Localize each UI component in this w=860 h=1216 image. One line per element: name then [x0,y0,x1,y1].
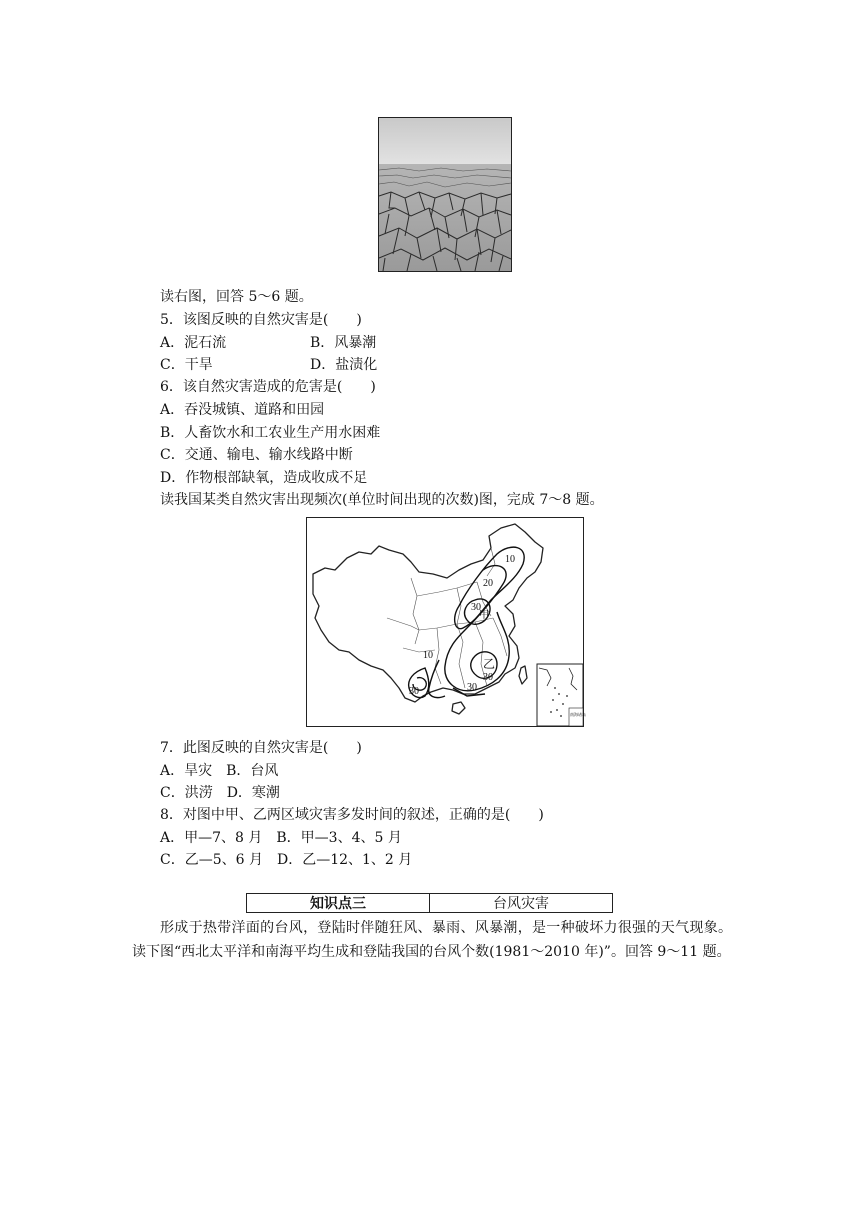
drought-photo [378,117,512,272]
inset-label: 南海诸岛 [570,712,586,717]
q5-stem: 5．该图反映的自然灾害是( ) [160,312,362,328]
q6-option-a: A．吞没城镇、道路和田园 [160,402,325,418]
q5-option-d: D．盐渍化 [310,357,378,373]
china-disaster-frequency-map [306,517,584,727]
q8-options-ab: A．甲—7、8 月 B．甲—3、4、5 月 [160,830,402,846]
q78-intro: 读我国某类自然灾害出现频次(单位时间出现的次数)图，完成 7～8 题。 [160,492,604,508]
q8-stem: 8．对图中甲、乙两区域灾害多发时间的叙述，正确的是( ) [160,807,544,823]
knowledge-point-header [246,893,613,913]
region-label-yi: 乙 [483,657,496,671]
contour-label-30-southwest: 30 [409,686,419,697]
q7-options-ab: A．旱灾 B．台风 [160,763,279,779]
contour-label-30-east: 30 [483,672,493,683]
knowledge-point-number: 知识点三 [247,894,430,912]
q8-options-cd: C．乙—5、6 月 D．乙—12、1、2 月 [160,852,413,868]
contour-label-30-south: 30 [467,682,477,693]
q5-option-c: C．干旱 [160,357,213,373]
q5-option-a: A．泥石流 [160,335,227,351]
q5-option-b: B．风暴潮 [310,335,377,351]
q7-options-cd: C．洪涝 D．寒潮 [160,785,280,801]
q56-intro: 读右图，回答 5～6 题。 [160,289,313,305]
region-label-jia: 甲 [479,610,489,621]
knowledge-point-topic: 台风灾害 [493,896,549,912]
q6-option-c: C．交通、输电、输水线路中断 [160,447,353,463]
contour-label-10-north: 10 [505,554,515,565]
contour-label-10-southwest: 10 [423,650,433,661]
q6-option-d: D．作物根部缺氧，造成收成不足 [160,470,368,486]
q6-option-b: B．人畜饮水和工农业生产用水困难 [160,425,381,441]
q7-stem: 7．此图反映的自然灾害是( ) [160,740,362,756]
q6-stem: 6．该自然灾害造成的危害是( ) [160,379,376,395]
typhoon-intro-paragraph: 形成于热带洋面的台风，登陆时伴随狂风、暴雨、风暴潮，是一种破坏力很强的天气现象。读下图“西北太平洋和南海平均生成和登陆我国的台风个数(1981～2010 年)”。回答 9～11 题。 [132,920,732,960]
contour-label-30-north: 30 [471,602,481,613]
contour-label-20: 20 [483,578,493,589]
